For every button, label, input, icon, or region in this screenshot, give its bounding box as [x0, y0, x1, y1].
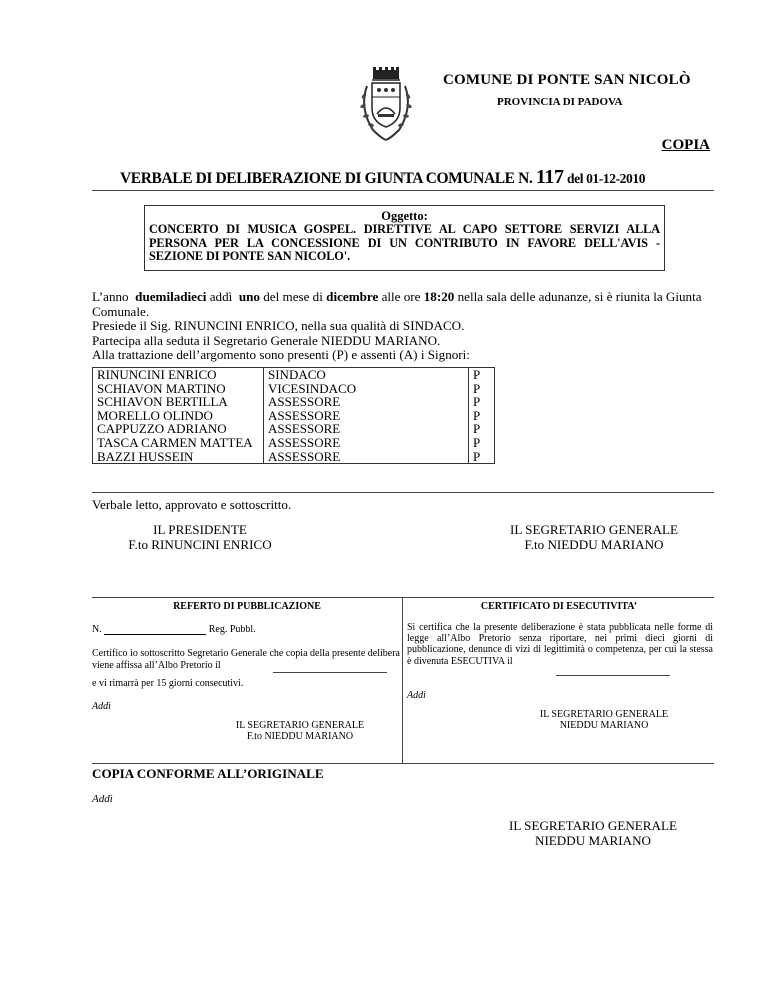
member-name: SCHIAVON BERTILLA	[97, 394, 228, 410]
intro-time: 18:20	[423, 289, 455, 304]
member-name: RINUNCINI ENRICO	[97, 367, 217, 382]
member-role: ASSESSORE	[268, 434, 341, 450]
referto-rimarra: e vi rimarrà per 15 giorni consecutivi.	[92, 678, 244, 689]
segretario-signature	[494, 522, 694, 552]
oggetto-box	[144, 205, 665, 271]
member-name: MORELLO OLINDO	[97, 407, 213, 423]
esecutivita-sig-name: NIEDDU MARIANO	[559, 720, 649, 731]
referto-certifico: Certifico io sottoscritto Segretario Generale che copia della presente delibera viene affissa all’Albo Pretorio il	[92, 648, 400, 671]
divider	[92, 763, 714, 764]
member-status: P	[473, 367, 481, 382]
verbale-heading	[120, 166, 645, 189]
intro-text: L’anno	[92, 289, 129, 304]
referto-date-blank	[273, 672, 387, 673]
verbale-date: del 01-12-2010	[567, 171, 646, 186]
member-role: VICESINDACO	[268, 380, 357, 396]
intro-month: dicembre	[326, 289, 379, 304]
verbale-title: VERBALE DI DELIBERAZIONE DI GIUNTA COMUNALE N.	[120, 170, 533, 187]
intro-text: del mese di	[263, 289, 323, 304]
member-status: P	[473, 421, 481, 437]
intro-day: uno	[238, 289, 260, 304]
copia-label: COPIA	[661, 137, 710, 153]
referto-reg-label: Reg. Pubbl.	[208, 624, 256, 635]
column-divider	[402, 598, 403, 764]
esecutivita-title: CERTIFICATO DI ESECUTIVITA’	[480, 601, 638, 612]
member-status: P	[473, 394, 481, 410]
member-name: CAPPUZZO ADRIANO	[97, 421, 227, 437]
member-role: ASSESSORE	[268, 407, 341, 423]
conforme-title: COPIA CONFORME ALL’ORIGINALE	[92, 766, 324, 781]
member-name: TASCA CARMEN MATTEA	[97, 434, 253, 450]
member-role: ASSESSORE	[268, 448, 341, 464]
referto-sig-name: F.to NIEDDU MARIANO	[246, 731, 354, 742]
intro-line-2: Presiede il Sig. RINUNCINI ENRICO, nella sua qualità di SINDACO.	[92, 318, 465, 333]
conforme-sig-name: NIEDDU MARIANO	[534, 833, 651, 848]
conforme-addi: Addì	[92, 793, 113, 805]
conforme-sig-title: IL SEGRETARIO GENERALE	[509, 818, 677, 833]
conforme-signature	[488, 818, 698, 848]
referto-number-blank	[104, 634, 206, 635]
intro-paragraph	[92, 290, 714, 363]
intro-line-1	[92, 290, 714, 319]
member-role: ASSESSORE	[268, 421, 341, 437]
table-row	[93, 368, 495, 464]
intro-line-4: Alla trattazione dell’argomento sono presenti (P) e assenti (A) i Signori:	[92, 347, 470, 362]
intro-year: duemiladieci	[135, 289, 207, 304]
comune-title: COMUNE DI PONTE SAN NICOLÒ	[443, 72, 691, 88]
referto-sig-title: IL SEGRETARIO GENERALE	[235, 720, 365, 731]
member-statuses	[469, 368, 495, 464]
member-status: P	[473, 448, 481, 464]
referto-signature	[210, 720, 390, 742]
member-roles	[264, 368, 469, 464]
member-status: P	[473, 407, 481, 423]
divider	[92, 190, 714, 191]
verbale-number: 117	[535, 166, 564, 188]
member-role: ASSESSORE	[268, 394, 341, 410]
segretario-title: IL SEGRETARIO GENERALE	[510, 522, 678, 537]
intro-text: nella sala delle adunanze, si è riunita la Giunta Comunale.	[92, 289, 702, 319]
presidente-title: IL PRESIDENTE	[153, 522, 247, 537]
esecutivita-sig-title: IL SEGRETARIO GENERALE	[539, 709, 669, 720]
esecutivita-date-blank	[556, 675, 670, 676]
referto-number-line	[92, 624, 256, 635]
esecutivita-addi: Addì	[407, 690, 426, 701]
members-table	[92, 367, 495, 464]
intro-text: addì	[209, 289, 233, 304]
member-status: P	[473, 380, 481, 396]
municipal-crest-icon	[355, 66, 417, 144]
segretario-name: F.to NIEDDU MARIANO	[524, 537, 664, 552]
intro-line-3: Partecipa alla seduta il Segretario Generale NIEDDU MARIANO.	[92, 332, 441, 348]
presidente-signature	[100, 522, 300, 552]
referto-addi: Addì	[92, 701, 111, 712]
referto-n-label: N.	[92, 624, 102, 635]
approval-text: Verbale letto, approvato e sottoscritto.	[92, 497, 292, 512]
member-name: BAZZI HUSSEIN	[97, 448, 194, 464]
member-name: SCHIAVON MARTINO	[97, 380, 226, 396]
provincia-subtitle: PROVINCIA DI PADOVA	[497, 96, 623, 108]
member-names	[93, 368, 264, 464]
oggetto-text: CONCERTO DI MUSICA GOSPEL. DIRETTIVE AL CAPO SETTORE SERVIZI ALLA PERSONA PER LA CONCESSIONE DI UN CONTRIBUTO IN FAVORE DELL'AVIS - SEZIONE DI PONTE SAN NICOLO'.	[149, 222, 660, 263]
divider	[92, 597, 714, 598]
member-status: P	[473, 434, 481, 450]
referto-title: REFERTO DI PUBBLICAZIONE	[173, 601, 321, 612]
oggetto-label: Oggetto:	[381, 209, 428, 223]
esecutivita-text: Si certifica che la presente deliberazione è stata pubblicata nelle forme di legge all’Albo Pretorio senza riportare, nei primi dieci giorni di pubblicazione, denunce di vizi di legittimità o competenza, per cui la stessa è divenuta ESECUTIVA il	[407, 622, 713, 667]
intro-text: alle ore	[381, 289, 421, 304]
presidente-name: F.to RINUNCINI ENRICO	[128, 537, 272, 552]
esecutivita-signature	[514, 709, 694, 731]
member-role: SINDACO	[268, 367, 326, 382]
divider	[92, 492, 714, 493]
